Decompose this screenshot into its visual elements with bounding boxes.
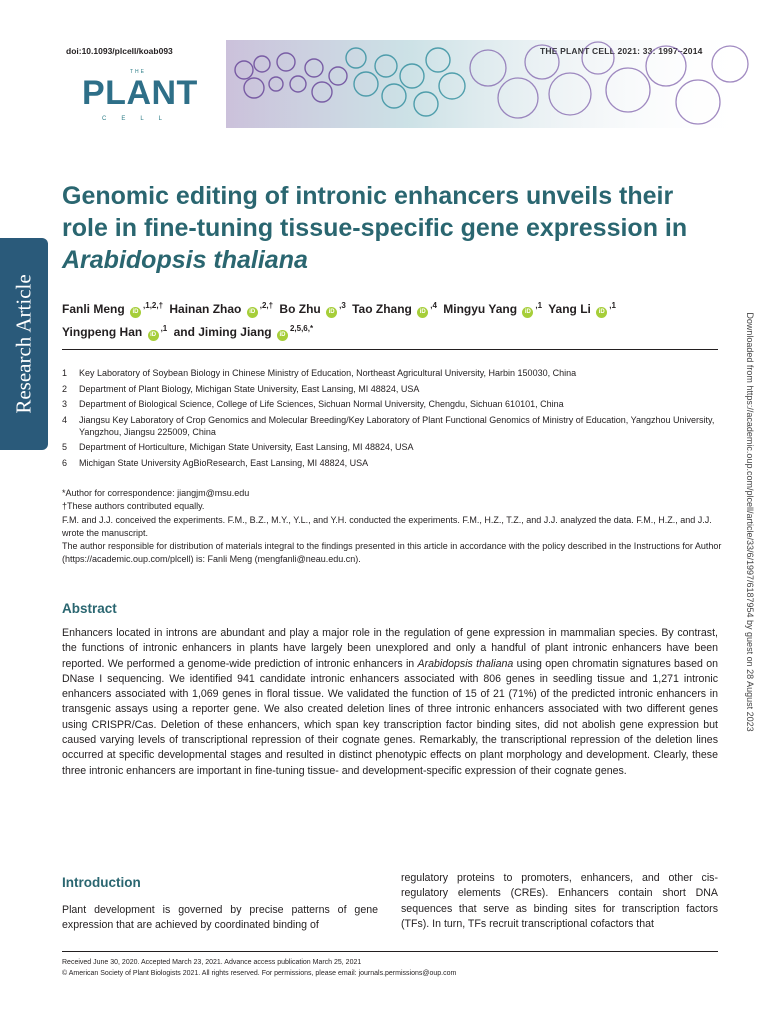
author-affiliation-marker: ,1 [535, 301, 543, 310]
abstract-heading: Abstract [62, 601, 117, 616]
introduction-column-right: regulatory proteins to promoters, enhancers, and other cis-regulatory elements (CREs). Enhancers contain short DNA sequences that serve as binding sites for transcription factors (TFs). In turn, TFs recruit transcriptional cofactors that [401, 872, 718, 930]
received-dates: Received June 30, 2020. Accepted March 23, 2021. Advance access publication March 25, 2021 [62, 959, 362, 966]
title-line-1: Genomic editing of intronic enhancers unveils their [62, 182, 674, 210]
introduction-column-left: Plant development is governed by precise patterns of gene expression that are achieved by coordinated binding of [62, 904, 378, 932]
author-affiliation-marker: ,1 [609, 301, 616, 310]
author-notes [62, 487, 722, 567]
orcid-icon[interactable]: iD [522, 307, 533, 318]
doi[interactable]: doi:10.1093/plcell/koab093 [66, 46, 173, 56]
author-affiliation-marker: ,3 [339, 301, 346, 310]
author-name: Mingyu Yang [443, 302, 518, 316]
orcid-icon[interactable]: iD [148, 330, 159, 341]
correspondence-note[interactable]: *Author for correspondence: jiangjm@msu.edu [62, 488, 250, 498]
abstract-text [62, 626, 718, 779]
affiliation-text: Department of Plant Biology, Michigan State University, East Lansing, MI 48824, USA [79, 383, 420, 394]
journal-logo: PLANT [82, 74, 198, 112]
copyright: © American Society of Plant Biologists 2021. All rights reserved. For permissions, please email: journals.permissions@oup.com [62, 970, 457, 977]
author[interactable] [443, 302, 542, 316]
download-watermark [740, 262, 760, 782]
affiliation-list [62, 367, 722, 473]
affiliation-text: Jiangsu Key Laboratory of Crop Genomics and Molecular Breeding/Key Laboratory of Plant Functional Genomics of Ministry of Education, Yangzhou University, Yangzhou, Jiangsu 225009, China [79, 414, 715, 437]
divider [62, 349, 718, 350]
affiliation [62, 383, 722, 395]
author-name: Tao Zhang [352, 302, 412, 316]
author[interactable] [352, 302, 437, 316]
equal-contribution-note: †These authors contributed equally. [62, 501, 205, 512]
author[interactable] [279, 302, 345, 316]
affiliation [62, 457, 722, 469]
author[interactable] [169, 302, 273, 316]
journal-logo-cell: CELL [102, 116, 178, 122]
orcid-icon[interactable]: iD [326, 307, 337, 318]
orcid-icon[interactable]: iD [130, 307, 141, 318]
affiliation-number: 6 [62, 457, 68, 468]
affiliation-text: Michigan State University AgBioResearch, East Lansing, MI 48824, USA [79, 457, 369, 468]
author-name: Hainan Zhao [169, 302, 242, 316]
affiliation-text: Department of Horticulture, Michigan State University, East Lansing, MI 48824, USA [79, 442, 414, 453]
author[interactable] [62, 325, 167, 339]
footer-divider [62, 951, 718, 952]
abstract-part-2: using open chromatin signatures based on DNase I sequencing. We identified 941 candidate intronic enhancers associated with 806 genes in seedling tissue and 1,271 intronic enhancers associated with 1,069 genes in floral tissue. We validated the function of 15 of 21 (71%) of the predicted intronic enhancers in transgenic assays using a reporter gene. We also created deletion lines of three intronic enhancers associated with two different genes using CRISPR/Cas. Deletion of these enhancers, which span key transcription factor binding sites, did not abolish gene expression but caused varying levels of transcriptional repression of their cognate genes. Remarkably, the transcriptional repression of the deletion lines occurred at specific developmental stages and resulted in distinct phenotypic effects on plant morphology and development. Clearly, these three intronic enhancers are important in fine-tuning tissue- and development-specific expression of their cognate genes. [62, 657, 718, 777]
cell-micrograph-banner [226, 40, 752, 128]
author-affiliation-marker: ,4 [430, 301, 437, 310]
journal-logo-the: THE [130, 69, 146, 75]
abstract-species: Arabidopsis thaliana [417, 657, 514, 670]
title-line-2: role in fine-tuning tissue-specific gene expression in [62, 214, 688, 242]
affiliation-number: 4 [62, 414, 68, 425]
affiliation [62, 414, 722, 438]
article-type-tab [0, 238, 48, 450]
article-type-label: Research Article [11, 274, 36, 414]
affiliation-number: 5 [62, 442, 68, 453]
journal-reference: THE PLANT CELL 2021: 33: 1997–2014 [540, 46, 703, 56]
orcid-icon[interactable]: iD [277, 330, 288, 341]
affiliation-number: 3 [62, 399, 68, 410]
title-species: Arabidopsis thaliana [62, 246, 308, 274]
orcid-icon[interactable]: iD [417, 307, 428, 318]
contributions-note: F.M. and J.J. conceived the experiments. F.M., B.Z., M.Y., Y.L., and Y.H. conducted the experiments. F.M., H.Z., T.Z., and J.J. analyzed the data. F.M., H.Z., and J.J. wrote the manuscript. [62, 514, 712, 538]
download-watermark-text: Downloaded from https://academic.oup.com/plcell/article/33/6/1997/6187954 by guest on 28 August 2023 [745, 312, 755, 732]
author-affiliation-marker: ,1,2,† [143, 301, 164, 310]
author-name: Bo Zhu [279, 302, 321, 316]
affiliation-text: Key Laboratory of Soybean Biology in Chinese Ministry of Education, Northeast Agricultural University, Harbin 150030, China [79, 368, 577, 378]
author[interactable] [174, 325, 314, 339]
author-name: Yingpeng Han [62, 325, 143, 339]
article-title [62, 180, 702, 276]
orcid-icon[interactable]: iD [596, 307, 607, 318]
author[interactable] [548, 302, 616, 316]
author-affiliation-marker: ,1 [160, 324, 168, 333]
affiliation-text: Department of Biological Science, College of Life Sciences, Sichuan Normal University, Chengdu, Sichuan 610101, China [79, 399, 564, 410]
affiliation [62, 398, 722, 410]
affiliation-number: 2 [62, 383, 68, 394]
abstract-part-1: Enhancers located in introns are abundant and play a major role in the regulation of gene expression in mammalian species. By contrast, the functions of intronic enhancers in plants have largely been unexplored and only a handful of plant intronic enhancers have been reported. We performed a genome-wide prediction of intronic enhancers in [62, 627, 718, 670]
affiliation [62, 367, 722, 379]
author-affiliation-marker: 2,5,6,* [289, 324, 314, 333]
affiliation [62, 441, 722, 453]
affiliation-number: 1 [62, 368, 68, 378]
author-list [62, 296, 712, 342]
orcid-icon[interactable]: iD [247, 307, 258, 318]
footer [62, 957, 456, 979]
author-name: Fanli Meng [62, 302, 125, 316]
author-name: and Jiming Jiang [173, 325, 272, 339]
responsible-author-note[interactable]: The author responsible for distribution of materials integral to the findings presented in this article in accordance with the policy described in the Instructions for Author (https://academic.oup.com/plcell) is: Fanli Meng (mengfanli@neau.edu.cn). [62, 541, 722, 565]
author-name: Yang Li [548, 302, 591, 316]
author-affiliation-marker: ,2,† [259, 301, 274, 310]
author[interactable] [62, 302, 163, 316]
introduction-heading: Introduction [62, 875, 141, 890]
